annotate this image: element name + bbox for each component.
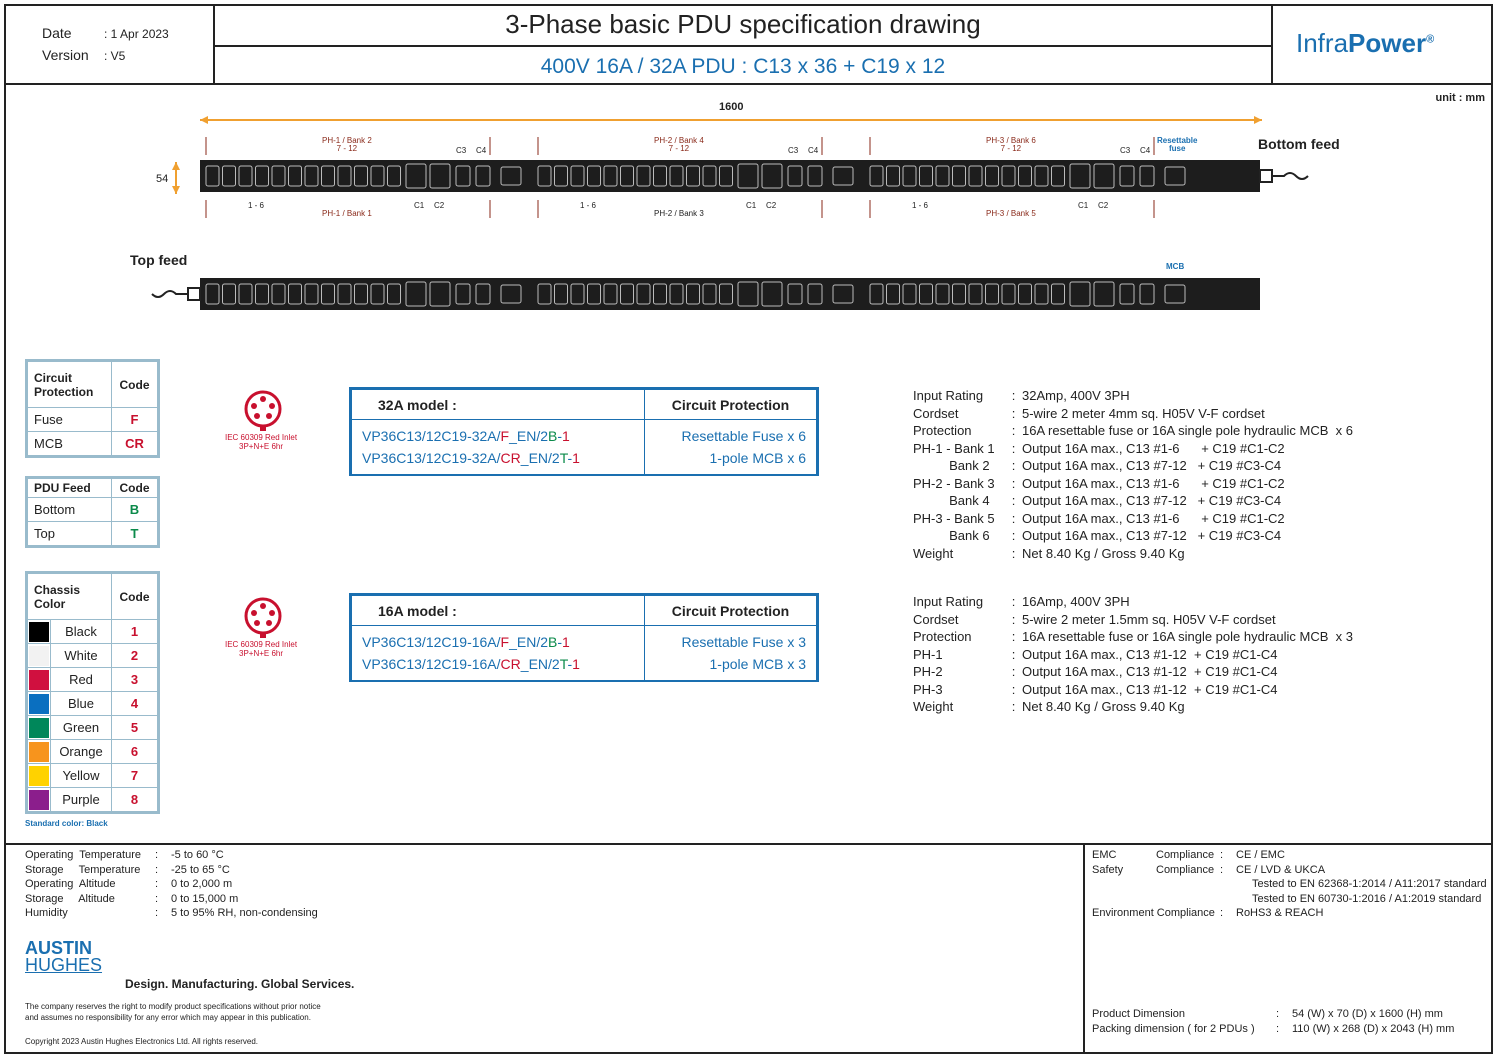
version-label: Version xyxy=(42,47,89,63)
chassis-color-row: Orange 6 xyxy=(28,740,158,764)
chassis-color-row: Blue 4 xyxy=(28,692,158,716)
spec-row: PH-2 - Bank 3 : Output 16A max., C13 #1-6 + C19 #C1-C2 xyxy=(913,475,1285,491)
range-1-6-a: 1 - 6 xyxy=(248,201,265,210)
c2-label-a: C2 xyxy=(434,201,445,210)
c3-label-a: C3 xyxy=(456,146,467,155)
length-label: 1600 xyxy=(719,101,744,113)
date-value: : 1 Apr 2023 xyxy=(104,27,169,41)
bank6-label: PH-3 / Bank 6 7 - 12 xyxy=(986,136,1036,153)
infrapower-logo: InfraPower® xyxy=(1296,28,1435,58)
range-1-6-c: 1 - 6 xyxy=(912,201,929,210)
resettable-fuse-label: Resettable fuse xyxy=(1157,136,1198,153)
c4-label-b: C4 xyxy=(808,146,819,155)
c1-label-c: C1 xyxy=(1078,201,1089,210)
page-subtitle: 400V 16A / 32A PDU : C13 x 36 + C19 x 12 xyxy=(540,55,946,78)
c1-label-a: C1 xyxy=(414,201,425,210)
range-1-6-b: 1 - 6 xyxy=(580,201,597,210)
spec-row: Cordset : 5-wire 2 meter 1.5mm sq. H05V V-F cordset xyxy=(913,611,1276,627)
spec-row: Bank 4 : Output 16A max., C13 #7-12 + C19 #C3-C4 xyxy=(913,493,1282,508)
color-swatch xyxy=(29,718,49,738)
bank4-label: PH-2 / Bank 4 7 - 12 xyxy=(654,136,704,153)
env-row: Operating Altitude : 0 to 2,000 m xyxy=(25,878,233,890)
page-title: 3-Phase basic PDU specification drawing xyxy=(505,9,981,39)
spec-row: PH-1 : Output 16A max., C13 #1-12 + C19 #C1-C4 xyxy=(913,646,1278,662)
c3-label-c: C3 xyxy=(1120,146,1131,155)
bank1-label: PH-1 / Bank 1 xyxy=(322,209,372,218)
color-swatch xyxy=(29,766,49,786)
plug-caption-16a: IEC 60309 Red Inlet 3P+N+E 6hr xyxy=(225,640,298,658)
standard-color-note: Standard color: Black xyxy=(25,819,108,828)
c2-label-b: C2 xyxy=(766,201,777,210)
env-row: Operating Temperature : -5 to 60 °C xyxy=(25,849,224,861)
spec-row: PH-3 : Output 16A max., C13 #1-12 + C19 #C1-C4 xyxy=(913,681,1278,697)
plug-caption-32a: IEC 60309 Red Inlet 3P+N+E 6hr xyxy=(225,433,298,451)
chassis-color-row: Green 5 xyxy=(28,716,158,740)
color-swatch xyxy=(29,790,49,810)
spec-row: PH-3 - Bank 5 : Output 16A max., C13 #1-6 + C19 #C1-C2 xyxy=(913,510,1285,526)
dimension-block: Product Dimension : 54 (W) x 70 (D) x 1600 (H) mm Packing dimension ( for 2 PDUs ) : 110 (W) x 268 (D) x 2043 (H) mm xyxy=(1092,1008,1455,1035)
bank2-label: PH-1 / Bank 2 7 - 12 xyxy=(322,136,372,153)
spec-row: Weight : Net 8.40 Kg / Gross 9.40 Kg xyxy=(913,699,1185,714)
height-label: 54 xyxy=(156,173,169,185)
spec-row: PH-2 : Output 16A max., C13 #1-12 + C19 #C1-C4 xyxy=(913,664,1278,679)
bank5-label: PH-3 / Bank 5 xyxy=(986,209,1036,218)
unit-label: unit : mm xyxy=(1435,92,1485,104)
bank3-label: PH-2 / Bank 3 xyxy=(654,209,704,218)
environment-specs xyxy=(25,848,318,921)
model-table-16a: 16A model : Circuit Protection VP36C13/12C19-16A/F_EN/2B-1 Resettable Fuse x 3 VP36C13/12C19-16A/CR_EN/2T-1 1-pole MCB x 3 xyxy=(349,593,819,682)
legend-feed: PDU Feed Code Bottom B Top T xyxy=(25,476,160,548)
compliance-block: EMC Compliance : CE / EMC Safety Compliance : CE / LVD & UKCA Tested to EN 62368-1:2014 / A11:2017 standard Tested to EN 60730-1:2016 / A1:2019 standard Environment Compliance : RoHS3 & REACH xyxy=(1092,849,1487,919)
env-row: Storage Altitude : 0 to 15,000 m xyxy=(25,892,239,905)
c1-label-b: C1 xyxy=(746,201,757,210)
austin-hughes-logo: AUSTIN HUGHES xyxy=(25,938,103,975)
c2-label-c: C2 xyxy=(1098,201,1109,210)
bottom-feed-label: Bottom feed xyxy=(1258,136,1340,152)
copyright: Copyright 2023 Austin Hughes Electronics Ltd. All rights reserved. xyxy=(25,1037,259,1046)
spec-row: Cordset : 5-wire 2 meter 4mm sq. H05V V-F cordset xyxy=(913,405,1265,421)
spec-row: Bank 2 : Output 16A max., C13 #7-12 + C19 #C3-C4 xyxy=(913,458,1282,473)
legend-chassis-color: Chassis Color Code Black 1 White 2 Red 3 Blue 4 Green 5 Orange 6 Yellow 7 Purple 8 xyxy=(25,571,160,814)
c3-label-b: C3 xyxy=(788,146,799,155)
spec-list-16a xyxy=(913,593,1353,716)
footer-divider xyxy=(4,843,1493,845)
disclaimer: The company reserves the right to modify product specifications without prior notice and assumes no responsibility for any error which may appear in this publication. xyxy=(25,1002,321,1022)
spec-row: Protection : 16A resettable fuse or 16A single pole hydraulic MCB x 6 xyxy=(913,423,1353,438)
chassis-color-row: Red 3 xyxy=(28,668,158,692)
color-swatch xyxy=(29,622,49,642)
color-swatch xyxy=(29,646,49,666)
chassis-color-row: Purple 8 xyxy=(28,788,158,812)
color-swatch xyxy=(29,742,49,762)
spec-row: Protection : 16A resettable fuse or 16A single pole hydraulic MCB x 3 xyxy=(913,629,1353,644)
env-row: Humidity : 5 to 95% RH, non-condensing xyxy=(25,907,318,919)
spec-list-32a xyxy=(913,387,1353,562)
env-row: Storage Temperature : -25 to 65 °C xyxy=(25,863,230,876)
legend-protection: Circuit Protection Code Fuse F MCB CR xyxy=(25,359,160,458)
spec-row: Input Rating : 32Amp, 400V 3PH xyxy=(913,388,1130,403)
chassis-color-row: White 2 xyxy=(28,644,158,668)
mcb-label: MCB xyxy=(1166,262,1185,271)
spec-row: PH-1 - Bank 1 : Output 16A max., C13 #1-6 + C19 #C1-C2 xyxy=(913,440,1285,456)
date-label: Date xyxy=(42,25,72,41)
iec-plug-icon-32a xyxy=(243,389,283,433)
iec-plug-icon-16a xyxy=(243,596,283,640)
spec-row: Input Rating : 16Amp, 400V 3PH xyxy=(913,594,1130,609)
c4-label-a: C4 xyxy=(476,146,487,155)
model-table-32a: 32A model : Circuit Protection VP36C13/12C19-32A/F_EN/2B-1 Resettable Fuse x 6 VP36C13/12C19-32A/CR_EN/2T-1 1-pole MCB x 6 xyxy=(349,387,819,476)
c4-label-c: C4 xyxy=(1140,146,1151,155)
footer-sep xyxy=(1083,843,1085,1054)
color-swatch xyxy=(29,670,49,690)
spec-row: Bank 6 : Output 16A max., C13 #7-12 + C19 #C3-C4 xyxy=(913,528,1282,543)
spec-row: Weight : Net 8.40 Kg / Gross 9.40 Kg xyxy=(913,545,1185,561)
color-swatch xyxy=(29,694,49,714)
pdu-drawing xyxy=(0,0,1497,330)
chassis-color-row: Yellow 7 xyxy=(28,764,158,788)
top-feed-label: Top feed xyxy=(130,252,188,268)
chassis-color-row: Black 1 xyxy=(28,620,158,644)
tagline: Design. Manufacturing. Global Services. xyxy=(125,977,355,991)
version-value: : V5 xyxy=(104,49,126,63)
